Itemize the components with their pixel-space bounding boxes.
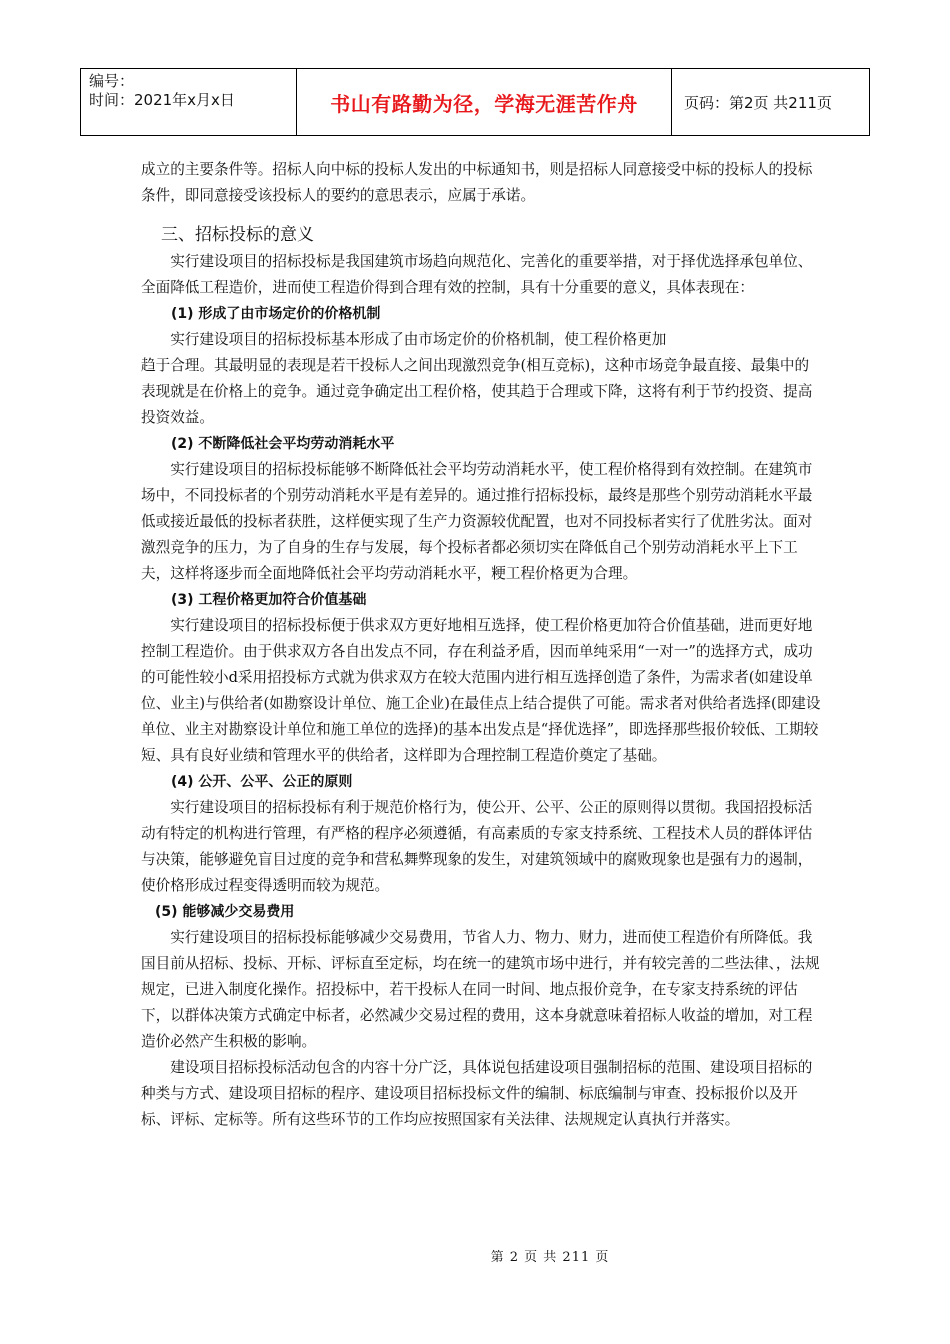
subheading-5: (5) 能够减少交易费用 [155,904,295,920]
doc-number-label: 编号： [89,72,135,90]
paragraph-4: 实行建设项目的招标投标有利于规范价格行为，使公开、公平、公正的原则得以贯彻。我国招投标活动有特定的机构进行管理，有严格的程序必须遵循，有高素质的专家支持系统、工程技术人员的群体评估与决策，能够避免盲目过度的竞争和营私舞弊现象的发生，对建筑领域中的腐败现象也是强有力的遏制，使价格形成过程变得透明而较为规范。 [141,799,813,894]
page-header [80,68,870,136]
subheading-2: (2) 不断降低社会平均劳动消耗水平 [171,436,395,452]
doc-date-label: 时间：2021年x月x日 [89,91,235,109]
document-body [141,157,821,1133]
paragraph-2: 实行建设项目的招标投标能够不断降低社会平均劳动消耗水平，使工程价格得到有效控制。在建筑市场中，不同投标者的个别劳动消耗水平是有差异的。通过推行招标投标，最终是那些个别劳动消耗水平最低或接近最低的投标者获胜，这样便实现了生产力资源较优配置，也对不同投标者实行了优胜劣汰。面对激烈竞争的压力，为了自身的生存与发展，每个投标者都必须切实在降低自己个别劳动消耗水平上下工夫，这样将逐步而全面地降低社会平均劳动消耗水平，粳工程价格更为合理。 [141,461,813,582]
subheading-1: (1) 形成了由市场定价的价格机制 [171,306,381,322]
header-page-number: 页码：第2页 共211页 [684,93,832,112]
subheading-4: (4) 公开、公平、公正的原则 [171,774,353,790]
intro-paragraph: 成立的主要条件等。招标人向中标的投标人发出的中标通知书，则是招标人同意接受中标的投标人的投标条件，即同意接受该投标人的要约的意思表示，应属于承诺。 [141,161,813,204]
paragraph-1a: 实行建设项目的招标投标基本形成了由市场定价的价格机制，使工程价格更加 [170,331,667,348]
paragraph-6: 建设项目招标投标活动包含的内容十分广泛，具体说包括建设项目强制招标的范围、建设项目招标的种类与方式、建设项目招标的程序、建设项目招标投标文件的编制、标底编制与审查、投标报价以及开标、评标、定标等。所有这些环节的工作均应按照国家有关法律、法规规定认真执行并落实。 [141,1059,813,1128]
paragraph-3: 实行建设项目的招标投标便于供求双方更好地相互选择，使工程价格更加符合价值基础，进而更好地控制工程造价。由于供求双方各自出发点不同，存在利益矛盾，因而单纯采用“一对一”的选择方式，成功的可能性较小d采用招投标方式就为供求双方在较大范围内进行相互选择创造了条件，为需求者(如建设单位、业主)与供给者(如勘察设计单位、施工企业)在最佳点上结合提供了可能。需求者对供给者选择(即建设单位、业主对勘察设计单位和施工单位的选择)的基本出发点是“择优选择”，即选择那些报价较低、工期较短、具有良好业绩和管理水平的供给者，这样即为合理控制工程造价奠定了基础。 [141,617,821,764]
header-meta [81,69,297,135]
paragraph-5: 实行建设项目的招标投标能够减少交易费用，节省人力、物力、财力，进而使工程造价有所降低。我国目前从招标、投标、开标、评标直至定标，均在统一的建筑市场中进行，并有较完善的二些法律、，法规规定，已进入制度化操作。招投标中，若干投标人在同一时间、地点报价竞争，在专家支持系统的评估下，以群体决策方式确定中标者，必然减少交易过程的费用，这本身就意味着招标人收益的增加，对工程造价必然产生积极的影响。 [141,929,820,1050]
section-intro-paragraph: 实行建设项目的招标投标是我国建筑市场趋向规范化、完善化的重要举措，对于择优选择承包单位、全面降低工程造价，进而使工程造价得到合理有效的控制，具有十分重要的意义，具体表现在： [141,253,813,296]
section-title: 三、招标投标的意义 [161,225,314,245]
page-footer: 第 2 页 共 211 页 [490,1250,610,1265]
subheading-3: (3) 工程价格更加符合价值基础 [171,592,367,608]
header-motto: 书山有路勤为径，学海无涯苦作舟 [297,69,672,135]
paragraph-1b: 趋于合理。其最明显的表现是若干投标人之间出现激烈竞争(相互竞标)，这种市场竞争最直接、最集中的表现就是在价格上的竞争。通过竞争确定出工程价格，使其趋于合理或下降，这将有利于节约投资、提高投资效益。 [141,357,813,426]
